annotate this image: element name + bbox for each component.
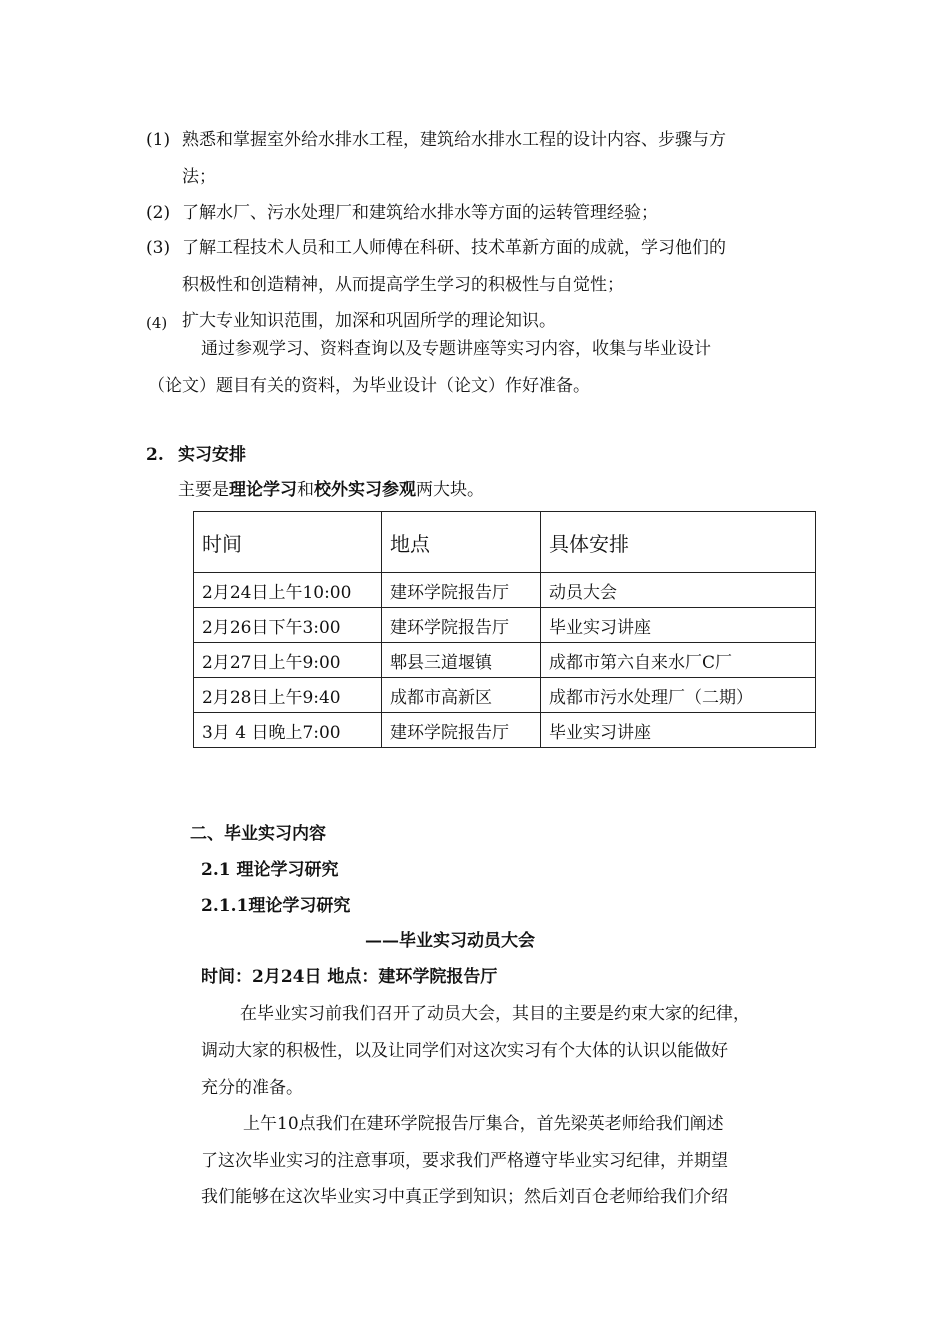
cell-arrangement: 毕业实习讲座	[541, 713, 816, 748]
item1-line1: 熟悉和掌握室外给水排水工程，建筑给水排水工程的设计内容、步骤与方	[182, 130, 726, 150]
item3-number: (3)	[146, 238, 171, 258]
intro-mid: 和	[297, 480, 314, 500]
paragraph1-line1: 在毕业实习前我们召开了动员大会，其目的主要是约束大家的纪律，	[240, 1004, 750, 1024]
table-row	[194, 573, 816, 608]
table-row	[194, 713, 816, 748]
cell-location: 郫县三道堰镇	[382, 643, 541, 678]
section2-title: 二、毕业实习内容	[190, 824, 326, 844]
time-place-line: 时间：2月24日 地点：建环学院报告厅	[201, 967, 498, 987]
item3-line2: 积极性和创造精神，从而提高学生学习的积极性与自觉性；	[182, 275, 624, 295]
paragraph1-line3: 充分的准备。	[201, 1078, 303, 1098]
cell-arrangement: 成都市污水处理厂（二期）	[541, 678, 816, 713]
item2-number: (2)	[146, 203, 171, 223]
arrangement-intro	[178, 480, 484, 500]
paragraph1-line2: 调动大家的积极性，以及让同学们对这次实习有个大体的认识以能做好	[201, 1041, 728, 1061]
paragraph2-line1: 上午10点我们在建环学院报告厅集合，首先梁英老师给我们阐述	[243, 1114, 724, 1134]
header-arrangement: 具体安排	[541, 512, 816, 573]
cell-location: 建环学院报告厅	[382, 608, 541, 643]
cell-location: 建环学院报告厅	[382, 573, 541, 608]
cell-time: 2月27日上午9:00	[194, 643, 382, 678]
summary-line1: 通过参观学习、资料查询以及专题讲座等实习内容，收集与毕业设计	[201, 339, 711, 359]
summary-line2: （论文）题目有关的资料，为毕业设计（论文）作好准备。	[148, 376, 590, 396]
intro-theory: 理论学习	[229, 480, 297, 500]
cell-time: 3月 4 日晚上7:00	[194, 713, 382, 748]
item2-text: 了解水厂、污水处理厂和建筑给水排水等方面的运转管理经验；	[182, 203, 658, 223]
section-subtitle: ——毕业实习动员大会	[365, 931, 535, 951]
section2-1-heading: 2.1 理论学习研究	[201, 860, 339, 880]
table-row	[194, 643, 816, 678]
section2-1-1-heading: 2.1.1理论学习研究	[201, 896, 351, 916]
cell-time: 2月24日上午10:00	[194, 573, 382, 608]
arrangement-heading: 实习安排	[178, 445, 246, 465]
cell-arrangement: 动员大会	[541, 573, 816, 608]
intro-suffix: 两大块。	[416, 480, 484, 500]
item3-line1: 了解工程技术人员和工人师傅在科研、技术革新方面的成就，学习他们的	[182, 238, 726, 258]
cell-time: 2月26日下午3:00	[194, 608, 382, 643]
cell-location: 成都市高新区	[382, 678, 541, 713]
header-time: 时间	[194, 512, 382, 573]
cell-arrangement: 成都市第六自来水厂C厂	[541, 643, 816, 678]
cell-location: 建环学院报告厅	[382, 713, 541, 748]
item1-number: (1)	[146, 130, 171, 150]
arrangement-heading-number: 2.	[146, 445, 164, 465]
item4-number: (4)	[146, 314, 168, 332]
header-location: 地点	[382, 512, 541, 573]
item4-text: 扩大专业知识范围，加深和巩固所学的理论知识。	[182, 311, 556, 331]
item1-line2: 法；	[182, 167, 216, 187]
schedule-table	[193, 511, 816, 748]
intro-prefix: 主要是	[178, 480, 229, 500]
cell-arrangement: 毕业实习讲座	[541, 608, 816, 643]
table-row	[194, 678, 816, 713]
cell-time: 2月28日上午9:40	[194, 678, 382, 713]
table-row	[194, 608, 816, 643]
paragraph2-line3: 我们能够在这次毕业实习中真正学到知识；然后刘百仓老师给我们介绍	[201, 1187, 728, 1207]
intro-field-visits: 校外实习参观	[314, 480, 416, 500]
schedule-header-row	[194, 512, 816, 573]
paragraph2-line2: 了这次毕业实习的注意事项，要求我们严格遵守毕业实习纪律，并期望	[201, 1151, 728, 1171]
